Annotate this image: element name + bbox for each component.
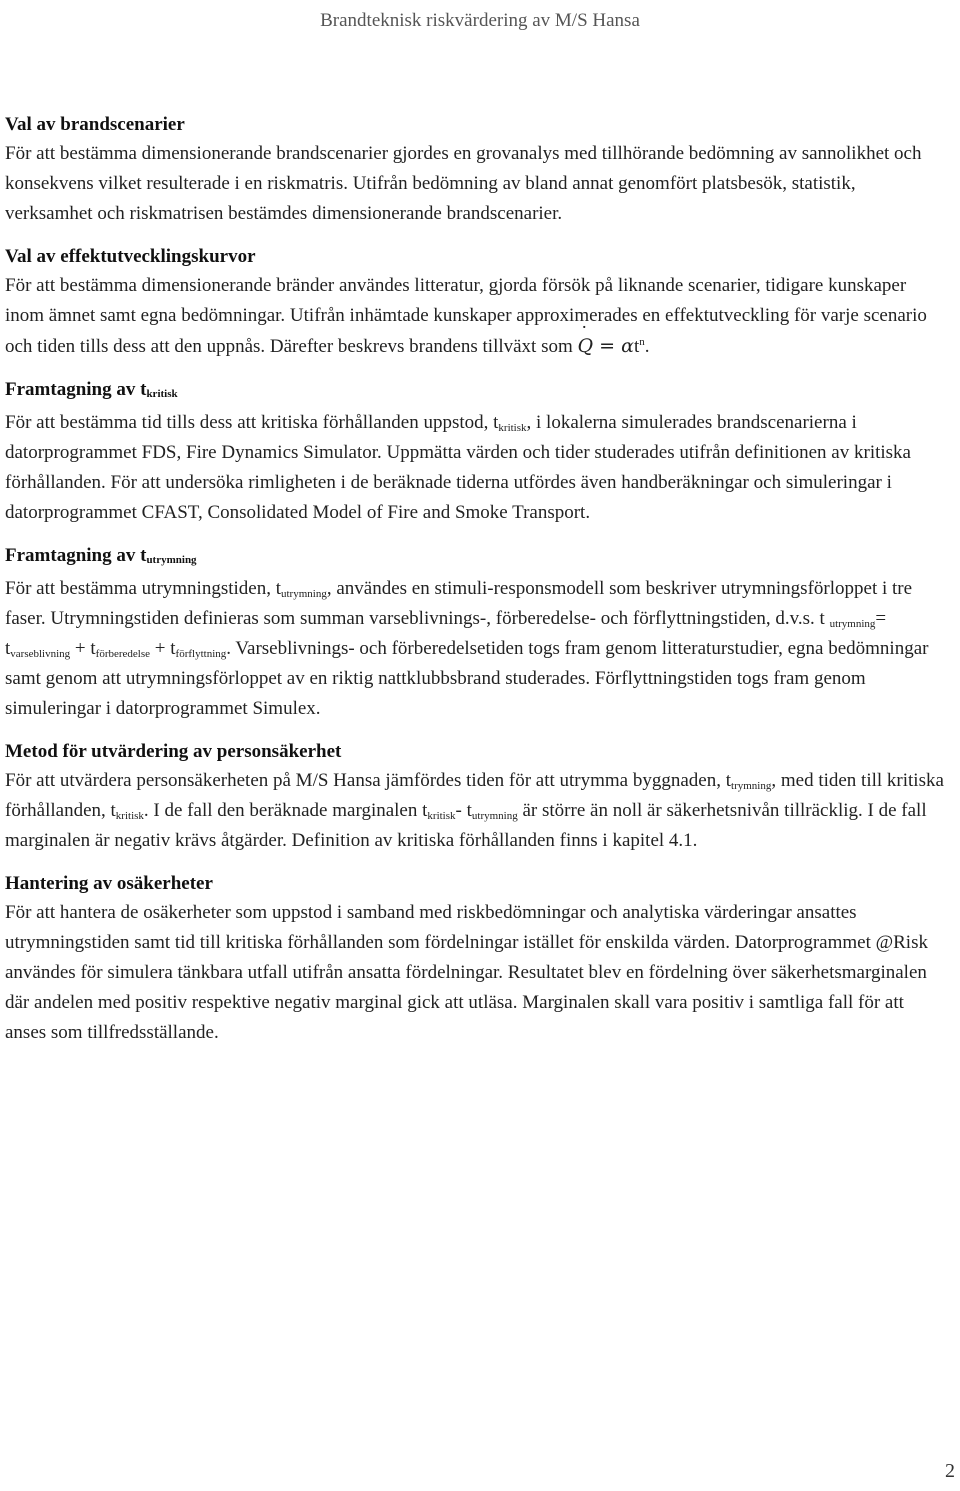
section-personsakerhet <box>5 738 945 856</box>
formula-end: . <box>644 336 650 357</box>
section-heading: Hantering av osäkerheter <box>5 873 213 894</box>
document-body <box>5 111 945 1062</box>
section-heading <box>5 376 945 408</box>
heading-text: Framtagning av t <box>5 545 147 566</box>
paragraph-text: För att bestämma tid tills dess att kritiska förhållanden uppstod, t <box>5 412 499 433</box>
paragraph-text: , med tiden till kritiska förhållanden, t <box>5 770 944 821</box>
running-header: Brandteknisk riskvärdering av M/S Hansa <box>320 10 640 31</box>
paragraph-text: + t <box>150 638 176 659</box>
paragraph-text: För att bestämma utrymningstiden, t <box>5 578 281 599</box>
formula-exponent: n <box>639 336 645 348</box>
section-heading <box>5 542 945 574</box>
heading-subscript: utrymning <box>146 554 197 566</box>
growth-formula <box>578 335 634 357</box>
section-paragraph: För att bestämma dimensionerande brandscenarier gjordes en grovanalys med tillhörande bedömning av sannolikhet och konsekvens vilket resulterade i en riskmatris. Utifrån bedömning av bland annat genomfört platsbesök, statistik, verksamhet och riskmatrisen bestämdes dimensionerande brandscenarier. <box>5 143 922 224</box>
subscript: kritisk <box>115 810 144 822</box>
section-tkritisk <box>5 376 945 528</box>
formula-alpha: α <box>621 335 634 357</box>
section-paragraph: För att hantera de osäkerheter som uppstod i samband med riskbedömningar och analytiska värderingar ansattes utrymningstiden samt tid till kritiska förhållanden som fördelningar istället för enskilda värden. Datorprogrammet @Risk användes för simulera tänkbara utfall utifrån ansatta fördelningar. Resultatet blev en fördelning över säkerhetsmarginalen där andelen med positiv respektive negativ marginal gick att utläsa. Marginalen skall vara positiv i samtliga fall för att anses som tillfredsställande. <box>5 902 928 1043</box>
section-heading: Metod för utvärdering av personsäkerhet <box>5 741 342 762</box>
section-paragraph <box>5 408 945 528</box>
subscript: kritisk <box>498 422 527 434</box>
paragraph-text: . I de fall den beräknade marginalen t <box>143 800 428 821</box>
subscript: trymning <box>731 780 772 792</box>
section-heading: Val av effektutvecklingskurvor <box>5 246 256 267</box>
subscript: utrymning <box>281 588 327 600</box>
formula-equals: = <box>599 335 616 357</box>
subscript: varseblivning <box>10 648 71 660</box>
subscript: förflyttning <box>175 648 227 660</box>
subscript: förberedelse <box>95 648 151 660</box>
paragraph-text: . Varseblivnings- och förberedelsetiden togs fram genom litteraturstudier, egna bedömningar samt genom att utrymningsförloppet av en riktig nattklubbsbrand studerades. Förflyttningstiden togs fram genom simuleringar i datorprogrammet Simulex. <box>5 638 929 719</box>
section-tutrymning <box>5 542 945 724</box>
paragraph-text: - t <box>455 800 472 821</box>
section-paragraph <box>5 574 945 724</box>
subscript: utrymning <box>471 810 518 822</box>
section-paragraph <box>5 766 945 856</box>
heading-subscript: kritisk <box>146 388 178 400</box>
subscript: utrymning <box>829 618 876 630</box>
paragraph-text: , användes en stimuli-responsmodell som beskriver utrymningsförloppet i tre faser. Utrymningstiden definieras som summan varseblivnings-, förberedelse- och förflyttningstiden, d.v.s. t <box>5 578 913 629</box>
paragraph-text: + t <box>70 638 96 659</box>
section-heading: Val av brandscenarier <box>5 114 185 135</box>
section-brandscenarier <box>5 111 945 229</box>
paragraph-text: För att bestämma dimensionerande bränder användes litteratur, gjorda försök på liknande scenarier, tidigare kunskaper inom ämnet samt egna bedömningar. Utifrån inhämtade kunskaper approximerades en effektutveckling för varje scenario och tiden tills dess att den uppnås. Därefter beskrevs brandens tillväxt som <box>5 275 927 357</box>
heading-text: Framtagning av t <box>5 379 147 400</box>
formula-q-dot: ˙ Q <box>578 331 594 361</box>
paragraph-text: = t <box>5 608 887 659</box>
page-number: 2 <box>945 1460 955 1482</box>
formula-t: t <box>633 336 640 357</box>
section-osakerheter <box>5 870 945 1048</box>
subscript: kritisk <box>427 810 456 822</box>
section-paragraph <box>5 271 945 362</box>
paragraph-text: , i lokalerna simulerades brandscenarierna i datorprogrammet FDS, Fire Dynamics Simulator. Uppmätta värden och tider studerades utifrån definitionen av kritiska förhållanden. För att undersöka rimligheten i de beräknade tiderna utfördes även handberäkningar och simuleringar i datorprogrammet CFAST, Consolidated Model of Fire and Smoke Transport. <box>5 412 911 523</box>
paragraph-text: är större än noll är säkerhetsnivån tillräcklig. I de fall marginalen är negativ krävs åtgärder. Definition av kritiska förhållanden finns i kapitel 4.1. <box>5 800 927 851</box>
section-effektutveckling <box>5 243 945 362</box>
paragraph-text: För att utvärdera personsäkerheten på M/S Hansa jämfördes tiden för att utrymma byggnaden, t <box>5 770 732 791</box>
